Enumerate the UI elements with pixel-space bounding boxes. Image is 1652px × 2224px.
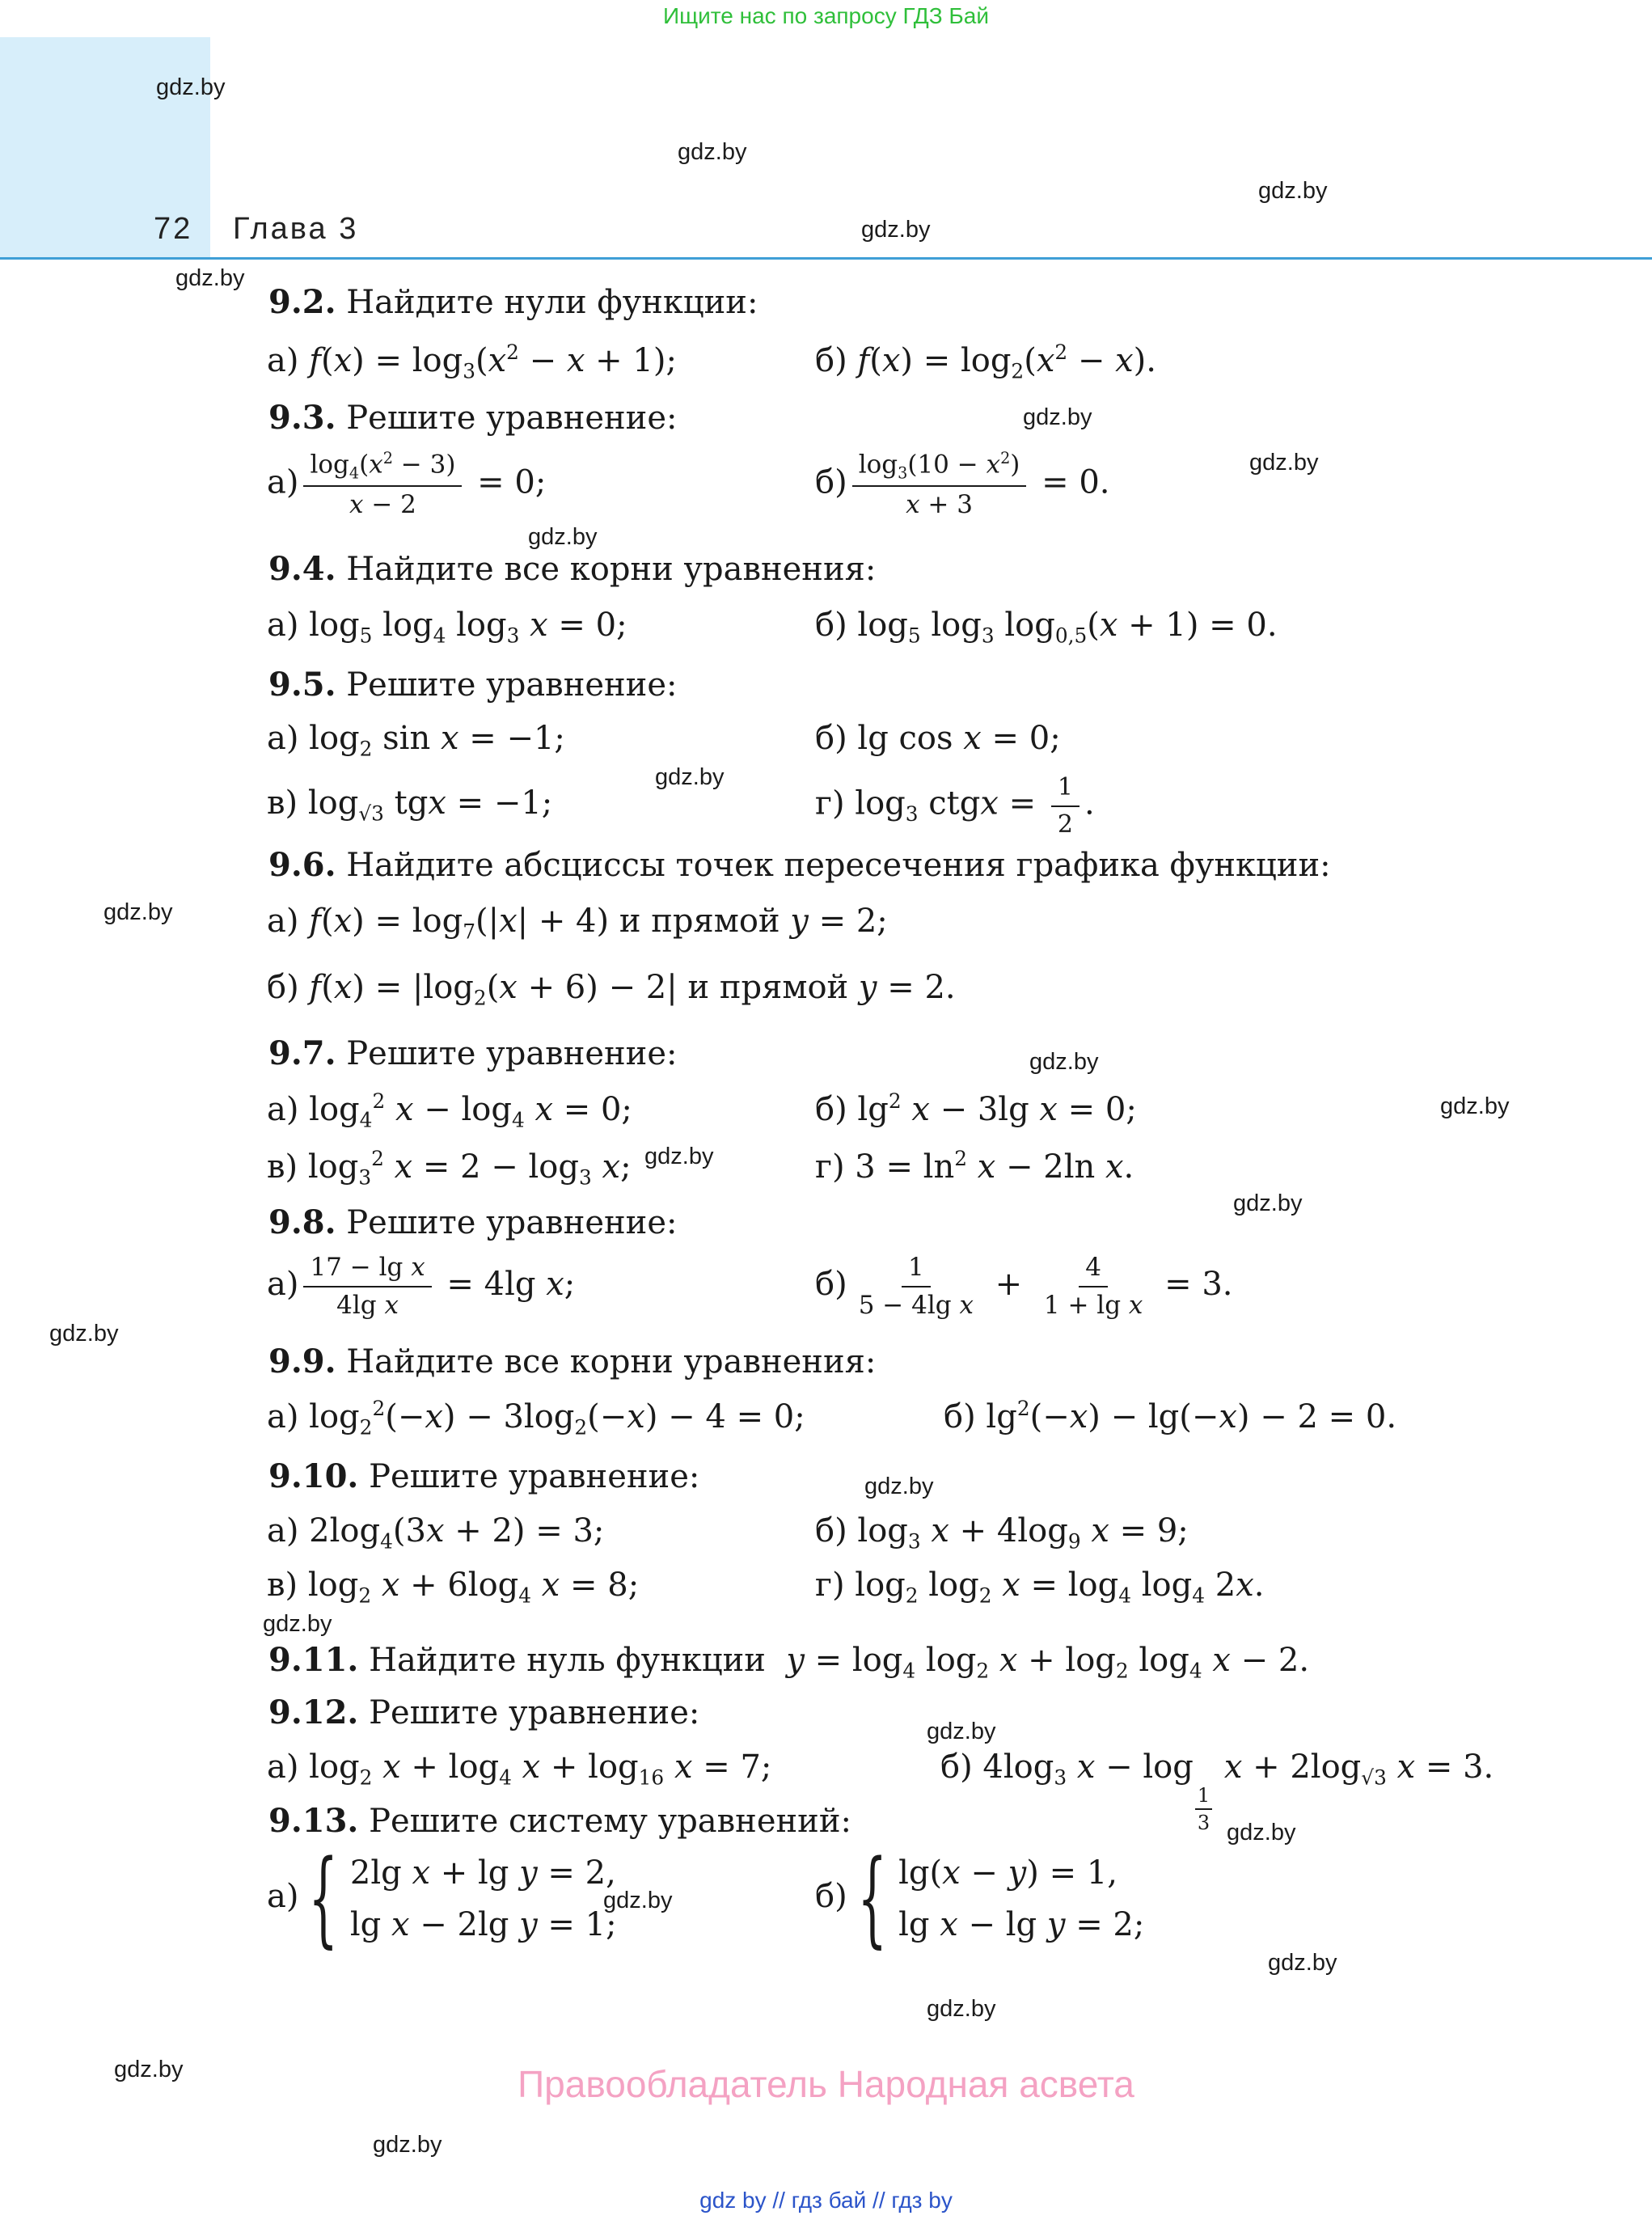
task-9-5-title: 9.5. Решите уравнение: [268,666,678,704]
watermark: gdz.by [1440,1093,1510,1119]
page-number: 72 [154,212,193,246]
task-9-7-v: в) $\log_3^2 x = 2 - \log_3 x$; [267,1147,632,1190]
watermark: gdz.by [1249,450,1319,476]
task-9-9-title: 9.9. Найдите все корни уравнения: [268,1342,877,1380]
task-9-6-a: а) $f(x) = \log_7(|x| + 4)$ и прямой y = 2; [267,903,888,944]
watermark: gdz.by [861,217,931,243]
task-9-13-title: 9.13. Решите систему уравнений: [268,1802,851,1840]
task-9-4-b: б) $\log_5 \log_3 \log_{0,5}(x + 1) = 0$. [815,607,1278,648]
task-9-10-title: 9.10. Решите уравнение: [268,1457,700,1495]
task-9-10-a: а) $2\log_4(3x + 2) = 3$; [267,1512,605,1554]
task-9-10-v: в) $\log_2 x + 6\log_4$ x = 8; [267,1567,640,1608]
task-9-7-title: 9.7. Решите уравнение: [268,1034,678,1072]
task-9-8-b: б) $\frac{1}{\text{5 − 4lg x}}$ + $\frac{4}{\text{1 + lg x}}$ = 3. [815,1253,1233,1320]
watermark: gdz.by [175,265,245,291]
task-9-7-a: а) $\log_4^2 x - \log_4 x = 0$; [267,1089,632,1132]
task-9-10-g: г) $\log_2 \log_2 x = \log_4 \log_4 2x$. [815,1567,1265,1608]
watermark: gdz.by [1227,1820,1296,1846]
task-9-13-a: а){ 2lg x + lg y = 2, lg x − 2lg y = 1; [267,1838,617,1959]
top-banner[interactable]: Ищите нас по запросу ГДЗ Бай [662,3,990,28]
header-rule [0,257,1652,260]
copyright-notice: Правообладатель Народная асвета [518,2063,1134,2105]
task-9-3-b: б) $\frac{\log_3(10 - x^2)}{x + 3}$ = 0. [815,449,1110,520]
task-9-13-b: б){ lg(x − y) = 1, lg x − lg y = 2; [815,1838,1145,1959]
watermark: gdz.by [644,1144,714,1169]
watermark: gdz.by [263,1611,332,1637]
watermark: gdz.by [655,764,725,790]
task-9-12-title: 9.12. Решите уравнение: [268,1693,700,1731]
task-9-4-a: а) $\log_5 \log_4 \log_3 x = 0$; [267,607,627,648]
task-9-3-a: а) $\frac{\log_4(x^2 - 3)}{x - 2}$ = 0; [267,449,547,520]
watermark: gdz.by [1233,1190,1303,1216]
watermark: gdz.by [1258,178,1328,204]
task-9-2-title: 9.2. Найдите нули функции: [268,283,758,321]
task-9-4-title: 9.4. Найдите все корни уравнения: [268,550,877,588]
task-9-5-b: б) lg cos x = 0; [815,720,1061,757]
watermark: gdz.by [156,74,226,100]
watermark: gdz.by [927,1719,996,1744]
task-9-12-b: б) $4\log_3$ x − log $_{\frac{1}{3}}$ $x + 2\log_{√3}$ x = 3. [940,1748,1494,1835]
watermark: gdz.by [104,899,173,925]
task-9-10-b: б) $\log_3 x + 4\log_9$ x = 9; [815,1512,1189,1554]
task-9-5-a: а) $\log_2 \sin x = -1$; [267,720,565,761]
watermark: gdz.by [373,2132,442,2158]
task-9-2-b: б) $f(x) = \log_2(x^2 - x)$. [815,340,1156,383]
watermark: gdz.by [864,1474,934,1499]
watermark: gdz.by [1029,1049,1099,1075]
watermark: gdz.by [678,139,747,165]
task-9-6-b: б) $f(x) = |\log_2(x + 6) - 2|$ и прямой y = 2. [267,969,956,1010]
task-9-8-title: 9.8. Решите уравнение: [268,1203,678,1241]
task-9-5-g: г) $\log_3$ ctgx = $\frac{1}{2}$ . [815,773,1095,839]
watermark: gdz.by [1268,1950,1337,1976]
task-9-8-a: а) $\frac{\text{17 − lg x}}{\text{4lg x}}$ = 4lg x; [267,1253,576,1320]
watermark: gdz.by [927,1996,996,2022]
chapter-title: Глава 3 [233,212,359,246]
watermark: gdz.by [49,1321,119,1347]
task-9-7-b: б) $\lg^2 x - 3\lg$ x = 0; [815,1089,1137,1128]
task-9-5-v: в) $\log_{√3}$ tgx = −1; [267,784,553,826]
watermark: gdz.by [1023,404,1092,430]
task-9-9-a: а) $\log_2^2(-x) - 3\log_2(-x) - 4 = 0$; [267,1397,805,1440]
footer-links[interactable]: gdz by // гдз бай // гдз by [699,2188,953,2213]
task-9-11: 9.11. Найдите нуль функции $y = \log_4 \log_2 x + \log_2 \log_4 x - 2$. [268,1641,1310,1683]
task-9-12-a: а) $\log_2 x + \log_4 x + \log_{16} x = 7$; [267,1748,772,1790]
task-9-6-title: 9.6. Найдите абсциссы точек пересечения графика функции: [268,846,1331,884]
watermark: gdz.by [114,2057,184,2082]
watermark: gdz.by [528,524,598,550]
task-9-7-g: г) $3 = \ln^2 x - 2\ln$ x. [815,1147,1134,1186]
task-9-2-a: а) $f(x) = \log_3(x^2 - x + 1)$; [267,340,677,383]
task-9-3-title: 9.3. Решите уравнение: [268,399,678,437]
watermark: gdz.by [603,1888,673,1913]
task-9-9-b: б) $\lg^2(-x) - \lg(-x) - 2 = 0$. [944,1397,1397,1435]
